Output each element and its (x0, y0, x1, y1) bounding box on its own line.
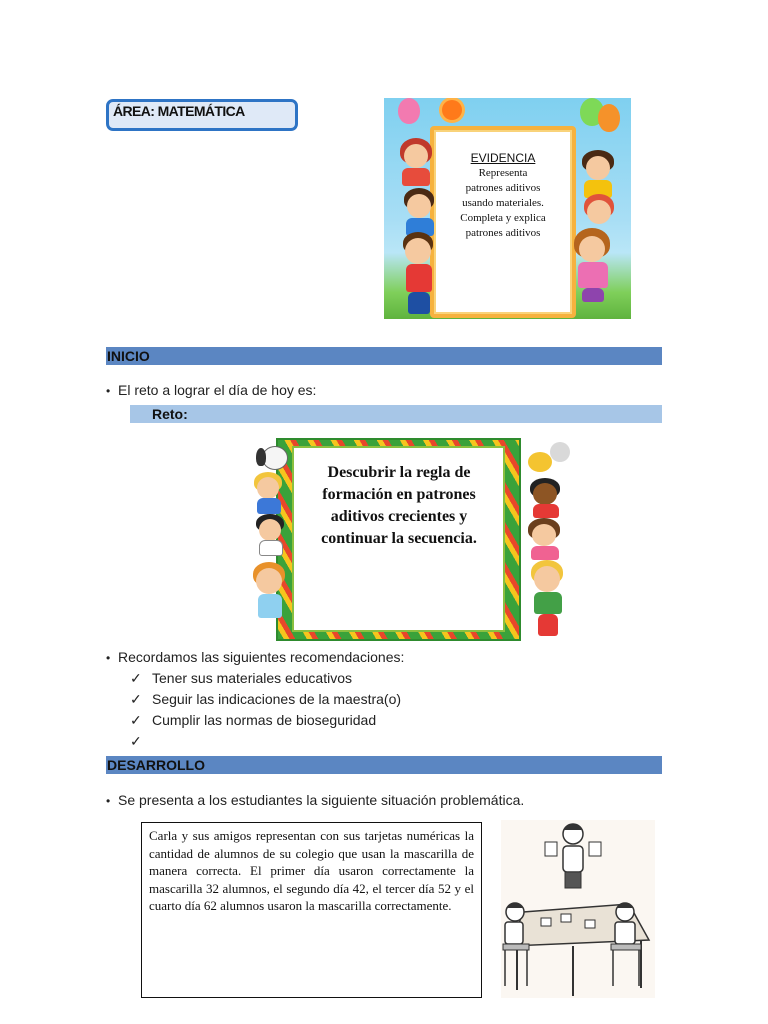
dog-illustration (256, 444, 292, 474)
reto-line: aditivos crecientes y (330, 508, 468, 525)
check-item-label: Seguir las indicaciones de la maestra(o) (152, 691, 402, 707)
child-illustration (400, 232, 444, 316)
reto-line: Descubrir la regla de (327, 464, 471, 481)
section-heading-desarrollo: DESARROLLO (106, 756, 662, 774)
check-icon: ✓ (130, 733, 142, 749)
list-item (106, 648, 404, 667)
bullet-icon: • (106, 651, 111, 665)
bullet-icon: • (106, 794, 111, 808)
check-icon: ✓ (130, 712, 142, 728)
reto-card (248, 438, 573, 642)
sun-icon (442, 100, 462, 120)
evidence-title: EVIDENCIA (470, 151, 536, 165)
evidence-card (384, 98, 631, 319)
check-icon: ✓ (130, 691, 142, 707)
check-item-label: Cumplir las normas de bioseguridad (152, 712, 377, 728)
reto-text (300, 462, 498, 550)
child-illustration (250, 562, 290, 638)
expand-icon (550, 442, 570, 462)
check-icon: ✓ (130, 670, 142, 686)
area-title: ÁREA: MATEMÁTICA (106, 99, 298, 131)
evidence-line: Completa y explica (460, 212, 546, 224)
child-illustration (570, 228, 620, 306)
evidence-line: patrones aditivos (465, 182, 541, 194)
check-item-label: Tener sus materiales educativos (152, 670, 352, 686)
evidence-text (434, 150, 572, 241)
check-item (130, 732, 152, 750)
check-item (130, 711, 376, 729)
recommend-intro: Recordamos las siguientes recomendaciones: (118, 649, 405, 665)
problem-intro: Se presenta a los estudiantes la siguiente situación problemática. (118, 792, 525, 808)
evidence-line: Representa (478, 167, 528, 179)
classroom-illustration (501, 820, 655, 998)
reto-intro: El reto a lograr el día de hoy es: (118, 382, 317, 398)
check-item (130, 690, 401, 708)
child-illustration (254, 514, 288, 558)
child-illustration (252, 472, 286, 516)
balloon-icon (398, 98, 420, 124)
reto-label: Reto: (130, 405, 662, 423)
evidence-line: usando materiales. (462, 197, 544, 209)
child-illustration (398, 138, 438, 188)
bullet-icon: • (106, 384, 111, 398)
problem-text: Carla y sus amigos representan con sus tarjetas numéricas la cantidad de alumnos de su colegio que usan la mascarilla de manera correcta. El primer día usaron correctamente la mascarilla 32 alumnos, el segundo día 42, el tercer día 52 y el cuarto día 62 alumnos usaron la mascarilla correctamente. (141, 822, 482, 998)
check-item (130, 669, 352, 687)
section-heading-inicio: INICIO (106, 347, 662, 365)
evidence-line: patrones aditivos (465, 227, 541, 239)
list-item (106, 381, 316, 400)
list-item (106, 791, 524, 810)
classroom-drawing (501, 820, 655, 998)
balloon-icon (598, 104, 620, 132)
child-illustration (526, 518, 564, 562)
child-illustration (528, 478, 564, 520)
reto-line: formación en patrones (322, 486, 476, 503)
child-illustration (528, 560, 568, 640)
child-illustration (580, 150, 620, 200)
reto-line: continuar la secuencia. (321, 530, 477, 547)
